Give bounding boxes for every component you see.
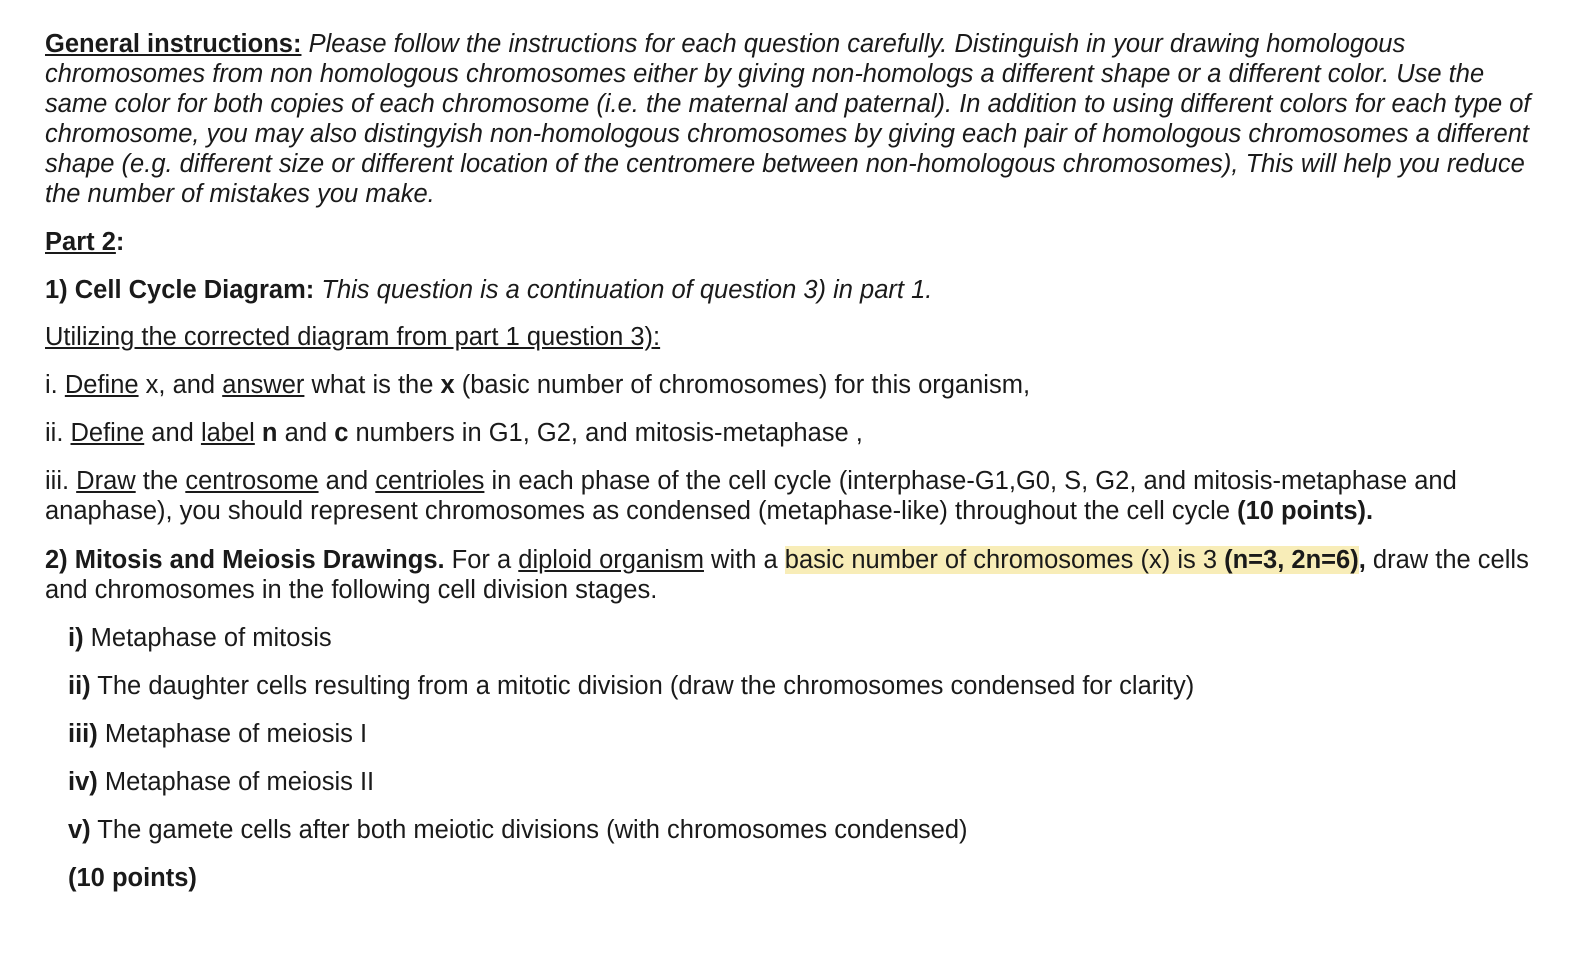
part-ii-define: Define bbox=[70, 419, 145, 447]
part-ii-and: and bbox=[277, 419, 335, 447]
part-ii-n: n bbox=[261, 419, 278, 447]
list-item bbox=[68, 623, 1545, 653]
question-1-part-iii bbox=[45, 466, 1545, 526]
list-item bbox=[68, 671, 1545, 701]
part-i-rest: (basic number of chromosomes) for this organism, bbox=[454, 371, 1031, 399]
list-item-text: Metaphase of meiosis I bbox=[97, 720, 368, 748]
general-instructions bbox=[45, 29, 1545, 209]
part-iii-mid2: and bbox=[318, 467, 376, 495]
question-1-heading: 1) Cell Cycle Diagram: bbox=[45, 276, 315, 304]
part-ii-label: label bbox=[200, 419, 255, 447]
part-ii-c: c bbox=[334, 419, 349, 447]
part-i-mid2: what is the bbox=[304, 371, 441, 399]
list-item-number: v) bbox=[68, 816, 91, 844]
part-heading bbox=[45, 227, 1545, 257]
question-2-highlight-text: basic number of chromosomes (x) is 3 bbox=[784, 546, 1225, 574]
part-ii-prefix: ii. bbox=[45, 419, 71, 447]
part-iii-points: (10 points). bbox=[1237, 497, 1374, 525]
part-iii-draw: Draw bbox=[76, 467, 136, 495]
general-instructions-text: Please follow the instructions for each question carefully. Distinguish in your drawing homologous chromosomes from non homologous chromosomes either by giving non-homologs a different shape or a different color. Use the same color for both copies of each chromosome (i.e. the maternal and paternal). In addition to using different colors for each type of chromosome, you may also distingyish non-homologous chromosomes by giving each pair of homologous chromosomes a different shape (e.g. different size or different location of the centromere between non-homologous chromosomes), This will help you reduce the number of mistakes you make. bbox=[45, 30, 1531, 208]
list-item-text: The daughter cells resulting from a mitotic division (draw the chromosomes condensed for clarity) bbox=[90, 672, 1195, 700]
question-2-points: (10 points) bbox=[68, 864, 197, 892]
question-2-highlight bbox=[785, 546, 1359, 574]
part-iii-prefix: iii. bbox=[45, 467, 77, 495]
list-item bbox=[68, 767, 1545, 797]
part-i-x: x bbox=[440, 371, 455, 399]
part-i-answer: answer bbox=[222, 371, 305, 399]
question-2-diploid: diploid organism bbox=[518, 546, 704, 574]
utilizing-line: Utilizing the corrected diagram from part 1 question 3): bbox=[45, 323, 661, 351]
list-item-text: Metaphase of mitosis bbox=[83, 624, 332, 652]
part-iii-rest: in each phase of the cell cycle (interphase-G1,G0, S, G2, and mitosis-metaphase and anaphase), you should represent chromosomes as condensed (metaphase-like) throughout the cell cycle bbox=[45, 467, 1457, 525]
question-1-part-i bbox=[45, 370, 1545, 400]
part-colon: : bbox=[115, 228, 125, 256]
list-item bbox=[68, 815, 1545, 845]
list-item-number: i) bbox=[68, 624, 84, 652]
part-i-mid1: x, and bbox=[138, 371, 223, 399]
list-item-number: iv) bbox=[68, 768, 98, 796]
question-2-mid: with a bbox=[703, 546, 785, 574]
document-page bbox=[45, 29, 1545, 893]
question-1-text: This question is a continuation of question 3) in part 1. bbox=[321, 276, 933, 304]
part-ii-space bbox=[255, 419, 262, 447]
question-2-heading: 2) Mitosis and Meiosis Drawings. bbox=[45, 546, 445, 574]
question-2-rest: draw the cells and chromosomes in the following cell division stages. bbox=[45, 546, 1529, 604]
part-i-prefix: i. bbox=[45, 371, 65, 399]
list-item bbox=[68, 719, 1545, 749]
general-instructions-heading: General instructions: bbox=[45, 30, 302, 58]
part-ii-mid1: and bbox=[144, 419, 201, 447]
part-ii-rest: numbers in G1, G2, and mitosis-metaphase , bbox=[348, 419, 863, 447]
question-2-pre: For a bbox=[444, 546, 519, 574]
question-2-highlight-bold: (n=3, 2n=6) bbox=[1224, 546, 1359, 574]
question-2-comma: , bbox=[1358, 546, 1366, 574]
part-label: Part 2 bbox=[45, 228, 116, 256]
question-1-part-ii bbox=[45, 418, 1545, 448]
part-iii-mid1: the bbox=[135, 467, 186, 495]
list-item-number: iii) bbox=[68, 720, 98, 748]
part-iii-centrosome: centrosome bbox=[185, 467, 319, 495]
list-item-text: The gamete cells after both meiotic divisions (with chromosomes condensed) bbox=[90, 816, 968, 844]
part-iii-centrioles: centrioles bbox=[375, 467, 485, 495]
question-2 bbox=[45, 545, 1545, 605]
list-item-text: Metaphase of meiosis II bbox=[97, 768, 375, 796]
part-i-define: Define bbox=[64, 371, 139, 399]
question-1 bbox=[45, 275, 1545, 305]
list-item-number: ii) bbox=[68, 672, 91, 700]
